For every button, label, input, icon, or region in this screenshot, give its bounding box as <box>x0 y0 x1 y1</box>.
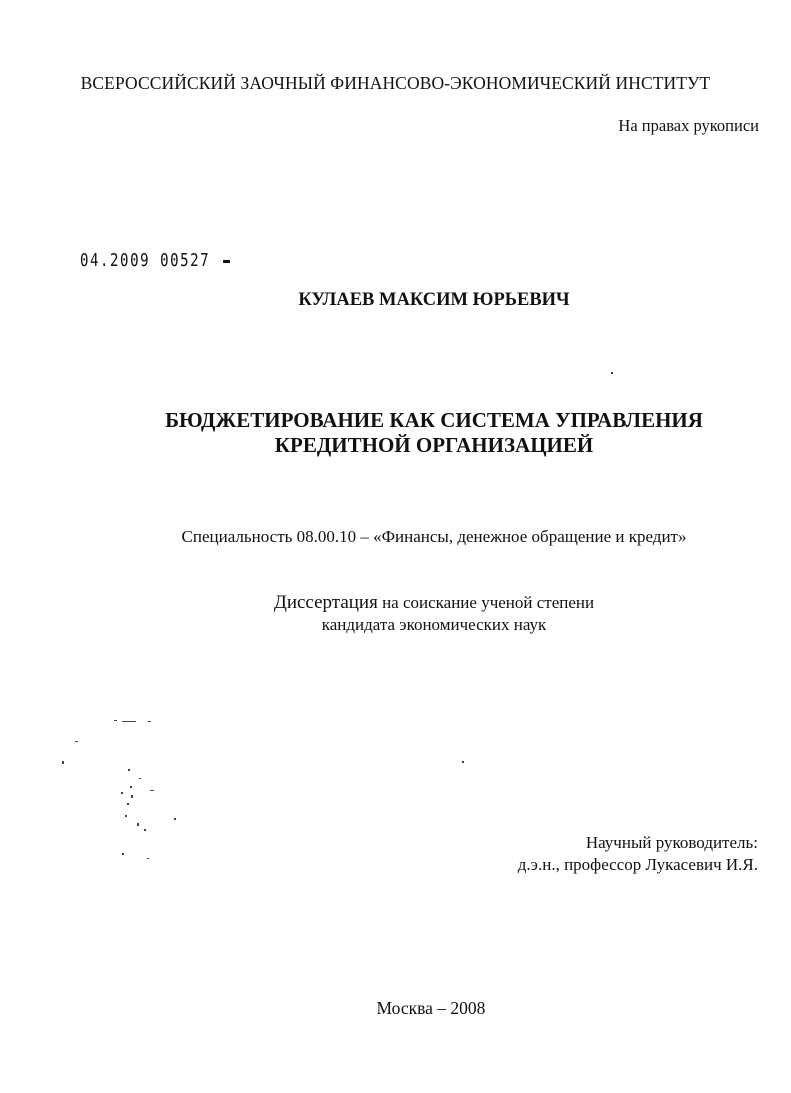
dissertation-word: Диссертация <box>273 592 378 613</box>
scan-speck <box>62 761 64 764</box>
scan-speck <box>137 823 139 826</box>
scan-speck <box>127 803 129 805</box>
scan-speck <box>144 829 146 831</box>
supervisor-name: д.э.н., профессор Лукасевич И.Я. <box>517 855 758 874</box>
scan-speck <box>150 790 154 791</box>
scan-speck <box>128 769 130 771</box>
institute-name: ВСЕРОССИЙСКИЙ ЗАОЧНЫЙ ФИНАНСОВО-ЭКОНОМИЧЕСКИЙ ИНСТИТУТ <box>80 73 711 93</box>
city-year: Москва – 2008 <box>376 998 486 1018</box>
supervisor-label: Научный руководитель: <box>585 833 758 852</box>
stamp-dash <box>223 260 230 263</box>
dissertation-line-1 <box>0 592 791 614</box>
thesis-title-line-1: БЮДЖЕТИРОВАНИЕ КАК СИСТЕМА УПРАВЛЕНИЯ <box>165 408 703 432</box>
scan-speck <box>148 721 151 722</box>
rights-note: На правах рукописи <box>618 116 759 135</box>
thesis-title-line-2: КРЕДИТНОЙ ОРГАНИЗАЦИЕЙ <box>274 433 594 457</box>
scan-speck <box>611 372 613 374</box>
scan-speck <box>462 761 464 763</box>
author-name: КУЛАЕВ МАКСИМ ЮРЬЕВИЧ <box>298 290 570 310</box>
scan-speck <box>122 853 124 855</box>
scan-speck <box>139 778 141 779</box>
archive-stamp-number: 04.2009 00527 <box>80 250 211 271</box>
scan-speck <box>114 720 117 721</box>
dissertation-rest: на соискание ученой степени <box>382 593 595 612</box>
dissertation-line-2: кандидата экономических наук <box>321 615 547 634</box>
supervisor-block <box>518 832 758 876</box>
scan-speck <box>122 721 136 722</box>
scan-speck <box>147 858 149 859</box>
scan-speck <box>121 792 123 794</box>
scan-speck <box>174 818 176 820</box>
scan-speck <box>75 741 78 742</box>
specialty-line: Специальность 08.00.10 – «Финансы, денежное обращение и кредит» <box>181 527 687 546</box>
thesis-title <box>0 408 791 458</box>
scan-speck <box>130 786 132 788</box>
scan-speck <box>125 815 127 817</box>
scan-speck <box>131 795 133 798</box>
dissertation-block <box>0 592 791 636</box>
